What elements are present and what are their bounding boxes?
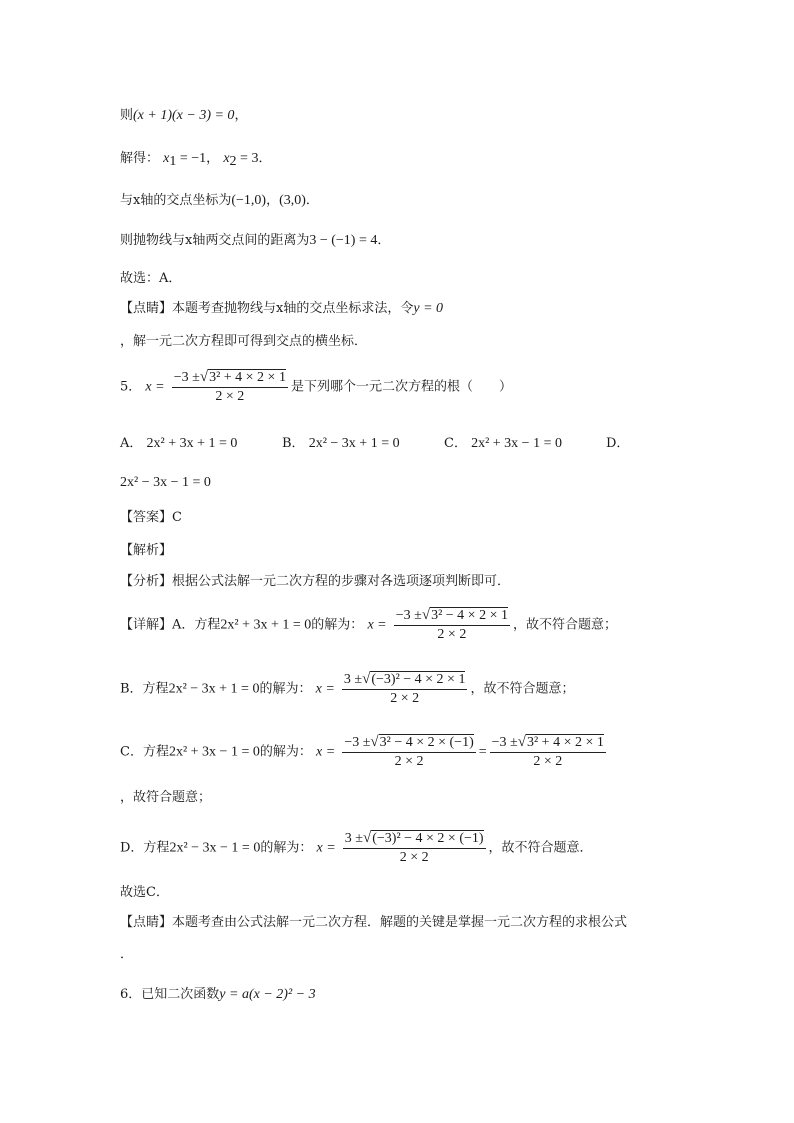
radicand: (−3)² − 4 × 2 × (−1) (372, 831, 484, 846)
question-text: 是下列哪个一元二次方程的根（ ） (290, 379, 512, 395)
fenxi-tag: 【分析】 (120, 574, 173, 589)
fenxi-line (120, 573, 510, 591)
lhs-x: x = (367, 617, 387, 633)
separator: ， (206, 151, 220, 166)
denominator: 2 × 2 (215, 389, 245, 404)
line-choice-a: 故选：A． (120, 271, 182, 286)
equation: y = a(x − 2)² − 3 (219, 987, 316, 1002)
option-c (444, 432, 562, 452)
q6-stem (120, 986, 316, 1004)
sub-2: 2 (229, 154, 237, 169)
formula-fraction-2 (490, 733, 606, 771)
option-equation: 2x² + 3x + 1 = 0 (146, 436, 238, 451)
dianjing-text: 本题考查抛物线与x轴的交点坐标求法，令 (172, 301, 414, 316)
value-x2: = 3 (236, 151, 259, 166)
dianjing-text: 本题考查由公式法解一元二次方程．解题的关键是掌握一元二次方程的求根公式 (172, 915, 628, 930)
radical-icon: √ (199, 369, 209, 385)
option-a (120, 432, 237, 452)
text-tail: ． (377, 233, 391, 248)
equation: y = 0 (413, 301, 444, 316)
detail-mid: 的解为： (260, 840, 313, 856)
value-x1: = −1 (176, 151, 207, 166)
numerator (342, 733, 475, 753)
denominator: 2 × 2 (394, 754, 424, 769)
numerator-pre: −3 ± (395, 608, 422, 623)
numerator (172, 368, 288, 388)
option-label: C． (444, 436, 467, 451)
lhs-x: x = (145, 379, 165, 395)
detail-b (120, 670, 574, 708)
fenxi-text: 根据公式法解一元二次方程的步骤对各选项逐项判断即可． (172, 574, 511, 589)
detail-tail: ，故不符合题意； (512, 617, 617, 633)
analysis-tag: 【解析】 (120, 543, 173, 558)
radical-icon: √ (370, 734, 379, 750)
radicand: (−3)² − 4 × 2 × 1 (371, 672, 466, 687)
radicand: 3² − 4 × 2 × 1 (431, 608, 508, 623)
line-dianjing-2: ，解一元二次方程即可得到交点的横坐标． (120, 334, 368, 349)
detail-lead: D．方程 (120, 840, 170, 856)
text-tail: ． (305, 193, 319, 208)
detail-tag: 【详解】 (120, 617, 173, 633)
numerator-pre: −3 ± (344, 735, 371, 750)
radicand: 3² − 4 × 2 × (−1) (379, 735, 474, 750)
detail-mid: 的解为： (259, 744, 312, 760)
detail-lead: B．方程 (120, 681, 169, 697)
equals-sign: = (478, 744, 487, 760)
numerator-pre: −3 ± (173, 370, 200, 385)
option-d (606, 432, 629, 451)
radical-icon: √ (421, 607, 431, 623)
equation: 2x² + 3x − 1 = 0 (168, 744, 260, 760)
text-lead: 则 (120, 108, 134, 123)
detail-a (120, 606, 617, 644)
radicand: 3² + 4 × 2 × 1 (526, 735, 604, 750)
dianjing-tag: 【点睛】 (120, 915, 173, 930)
question-number: 5． (120, 379, 142, 395)
numerator-pre: −3 ± (491, 735, 518, 750)
text-tail: ， (234, 108, 248, 123)
point-1: (−1,0) (231, 193, 267, 208)
denominator: 2 × 2 (437, 627, 467, 642)
line-dianjing-1 (120, 300, 443, 318)
numerator (342, 670, 468, 690)
denominator: 2 × 2 (399, 850, 429, 865)
dianjing-end: ． (120, 947, 134, 962)
option-label: A． (120, 436, 143, 451)
detail-c-tail: ，故符合题意； (120, 790, 212, 805)
detail-lead: A．方程 (172, 617, 221, 633)
question-text: 已知二次函数 (141, 987, 220, 1002)
numerator-pre: 3 ± (343, 672, 363, 687)
option-equation: 2x² + 3x − 1 = 0 (471, 436, 562, 451)
text-lead: 解得： (120, 151, 160, 166)
lhs-x: x = (315, 681, 335, 697)
radical-icon: √ (362, 671, 371, 687)
line-factored-equation (120, 107, 247, 125)
var-x2: x (223, 151, 230, 166)
equation: 2x² − 3x + 1 = 0 (168, 681, 260, 697)
text-lead: 与x轴的交点坐标为 (120, 193, 232, 208)
option-b (282, 432, 400, 452)
text-lead: 则抛物线与x轴两交点间的距离为 (120, 233, 310, 248)
detail-tail: ，故不符合题意； (470, 681, 575, 697)
numerator-pre: 3 ± (344, 831, 363, 846)
answer-value: C (172, 510, 182, 525)
numerator (394, 606, 510, 626)
detail-lead: C．方程 (120, 744, 169, 760)
lhs-x: x = (316, 840, 336, 856)
equation: (x + 1)(x − 3) = 0 (133, 108, 235, 123)
question-number: 6． (120, 987, 142, 1002)
detail-c (120, 733, 609, 771)
formula-fraction (342, 733, 475, 771)
option-label: B． (282, 436, 305, 451)
denominator: 2 × 2 (533, 754, 563, 769)
line-intersection-points (120, 192, 319, 210)
formula-fraction (172, 368, 288, 406)
equation: 3 − (−1) = 4 (309, 233, 378, 248)
text-tail: ． (258, 151, 272, 166)
equation: 2x² − 3x − 1 = 0 (169, 840, 261, 856)
line-roots (120, 150, 271, 168)
numerator (343, 829, 486, 849)
radical-icon: √ (517, 734, 526, 750)
point-2: (3,0) (279, 193, 306, 208)
numerator (490, 733, 606, 753)
detail-tail: ，故不符合题意． (488, 840, 593, 856)
option-label: D． (606, 436, 630, 451)
detail-mid: 的解为： (311, 617, 364, 633)
radicand: 3² + 4 × 2 × 1 (209, 370, 286, 385)
answer-tag: 【答案】 (120, 510, 173, 525)
q5-stem (120, 368, 512, 406)
option-d-eq-text: 2x² − 3x − 1 = 0 (120, 475, 211, 490)
sub-1: 1 (169, 154, 177, 169)
detail-d (120, 829, 593, 867)
formula-fraction (342, 670, 468, 708)
line-distance (120, 232, 390, 250)
formula-fraction (343, 829, 486, 867)
answer-line (120, 509, 182, 527)
denominator: 2 × 2 (390, 691, 420, 706)
option-equation: 2x² − 3x + 1 = 0 (308, 436, 400, 451)
detail-mid: 的解为： (259, 681, 312, 697)
radical-icon: √ (362, 830, 372, 846)
lhs-x: x = (316, 744, 336, 760)
choose-c: 故选C． (120, 885, 169, 900)
var-x1: x (163, 151, 170, 166)
equation: 2x² + 3x + 1 = 0 (220, 617, 312, 633)
separator: ， (266, 193, 280, 208)
option-d-equation (120, 474, 211, 492)
formula-fraction (394, 606, 510, 644)
dianjing-tag: 【点睛】 (120, 301, 173, 316)
dianjing-q5 (120, 914, 627, 932)
